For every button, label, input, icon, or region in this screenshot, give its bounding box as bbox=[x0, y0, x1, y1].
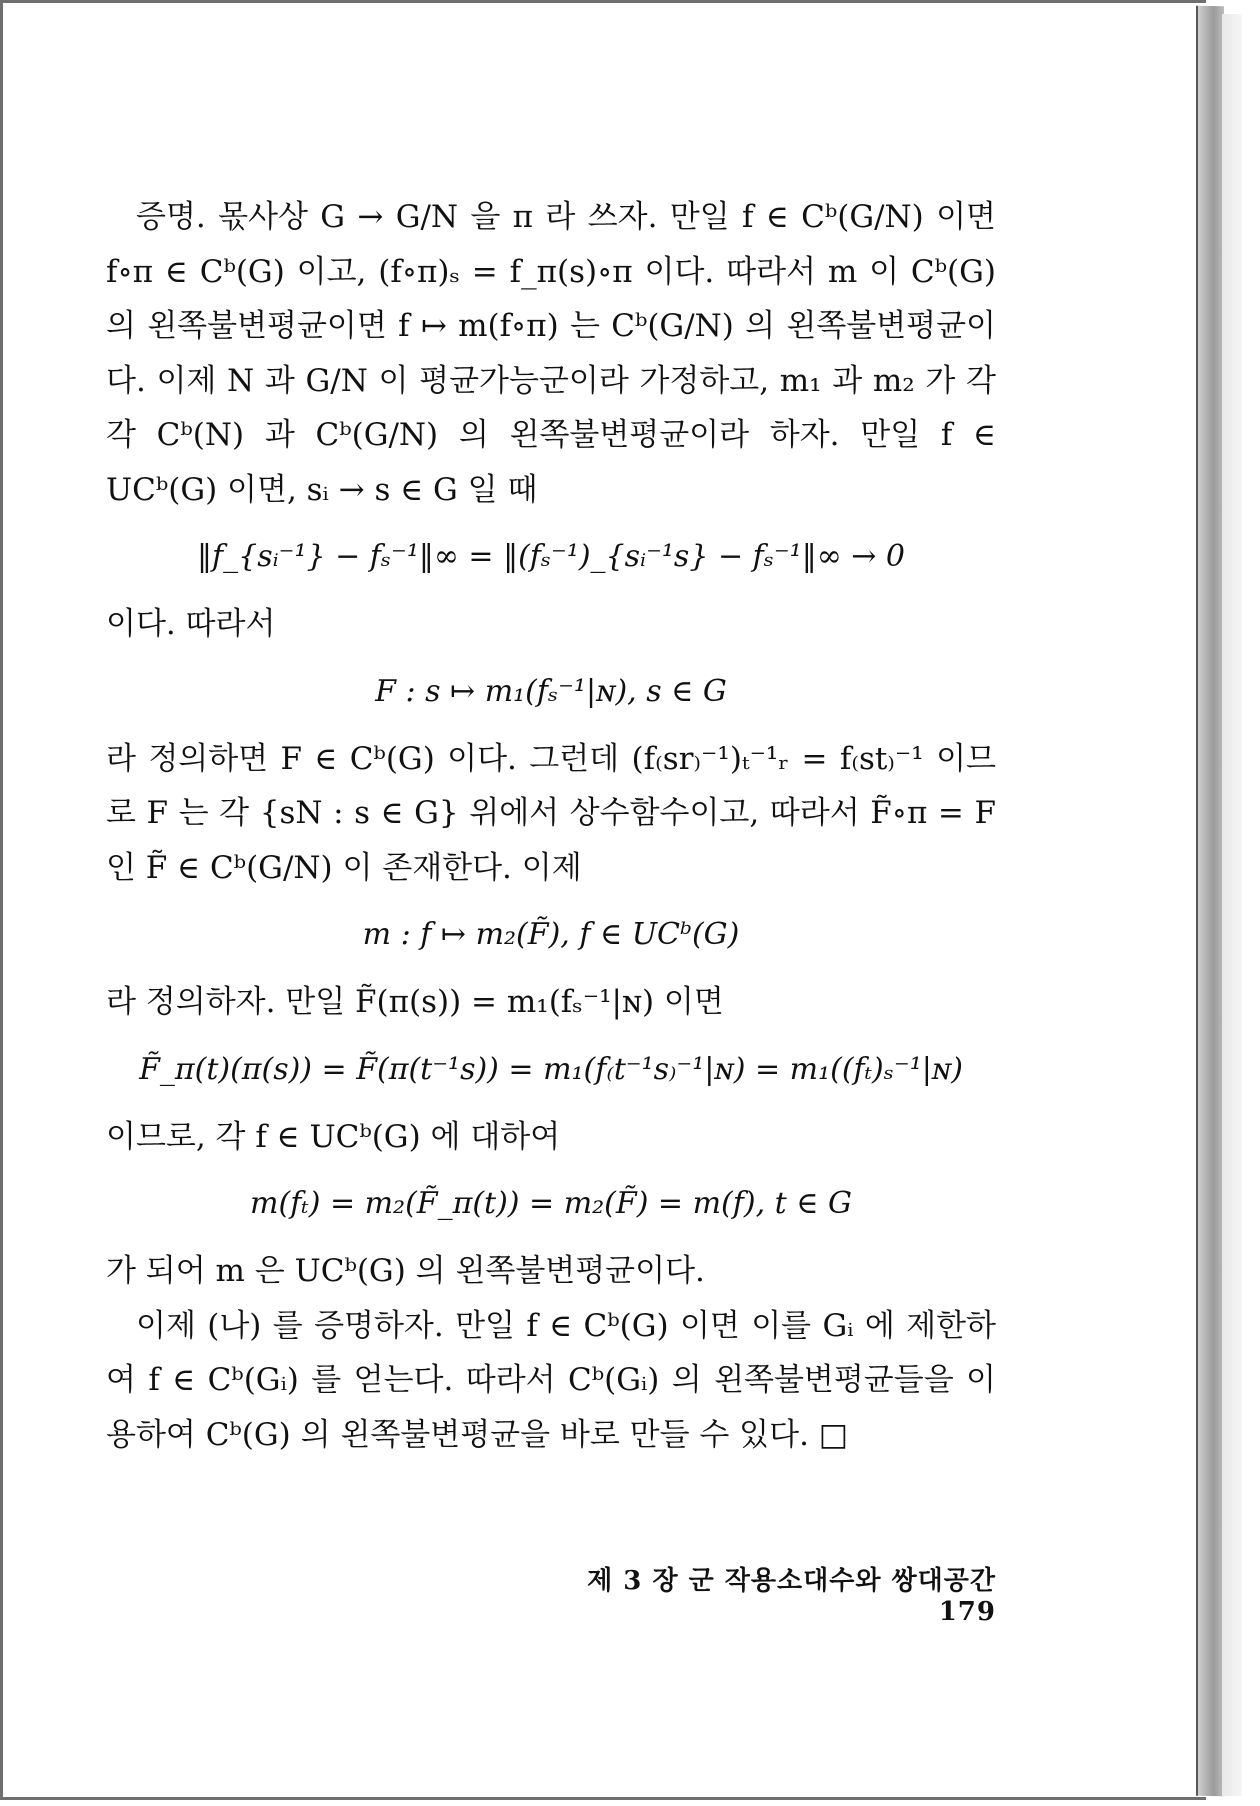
proof-paragraph-7 bbox=[106, 1299, 996, 1463]
page-edge-highlight bbox=[1222, 14, 1242, 1796]
proof-paragraph-3: 라 정의하면 F ∈ Cᵇ(G) 이다. 그런데 (f₍sr₎⁻¹)ₜ⁻¹ᵣ = f₍st₎⁻¹ 이므로 F 는 각 {sN : s ∈ G} 위에서 상수함수이고, 따라서 F̃∘π = F 인 F̃ ∈ Cᵇ(G/N) 이 존재한다. 이제 bbox=[106, 740, 996, 886]
equation-1: ‖f_{sᵢ⁻¹} − fₛ⁻¹‖∞ = ‖(fₛ⁻¹)_{sᵢ⁻¹s} − fₛ⁻¹‖∞ → 0 bbox=[197, 539, 905, 574]
qed-symbol: □ bbox=[818, 1416, 849, 1453]
equation-5: m(fₜ) = m₂(F̃_π(t)) = m₂(F̃) = m(f), t ∈ G bbox=[250, 1186, 852, 1221]
page-edge-shadow bbox=[1196, 6, 1224, 1797]
proof-paragraph-2: 이다. 따라서 bbox=[106, 606, 276, 642]
proof-paragraph-1: 증명. 몫사상 G → G/N 을 π 라 쓰자. 만일 f ∈ Cᵇ(G/N) 이면 f∘π ∈ Cᵇ(G) 이고, (f∘π)ₛ = f_π(s)∘π 이다. 따라서 m 이 Cᵇ(G) 의 왼쪽불변평균이면 f ↦ m(f∘π) 는 Cᵇ(G/N) 의 왼쪽불변평균이다. 이제 N 과 G/N 이 평균가능군이라 가정하고, m₁ 과 m₂ 가 각각 Cᵇ(N) 과 Cᵇ(G/N) 의 왼쪽불변평균이라 하자. 만일 f ∈ UCᵇ(G) 이면, sᵢ → s ∈ G 일 때 bbox=[106, 199, 996, 508]
page-footer: 제 3 장 군 작용소대수와 쌍대공간 179 bbox=[587, 1566, 996, 1627]
proof-paragraph-5: 이므로, 각 f ∈ UCᵇ(G) 에 대하여 bbox=[106, 1118, 561, 1155]
equation-2: F : s ↦ m₁(fₛ⁻¹|ɴ), s ∈ G bbox=[375, 673, 727, 709]
proof-paragraph-4: 라 정의하자. 만일 F̃(π(s)) = m₁(fₛ⁻¹|ɴ) 이면 bbox=[106, 984, 724, 1020]
proof-paragraph-6: 가 되어 m 은 UCᵇ(G) 의 왼쪽불변평균이다. bbox=[106, 1253, 705, 1289]
equation-4: F̃_π(t)(π(s)) = F̃(π(t⁻¹s)) = m₁(f₍t⁻¹s₎⁻¹|ɴ) = m₁((fₜ)ₛ⁻¹|ɴ) bbox=[139, 1051, 963, 1087]
page-body bbox=[106, 190, 996, 1462]
proof-paragraph-7-text: 이제 (나) 를 증명하자. 만일 f ∈ Cᵇ(G) 이면 이를 Gᵢ 에 제한하여 f ∈ Cᵇ(Gᵢ) 를 얻는다. 따라서 Cᵇ(Gᵢ) 의 왼쪽불변평균들을 이용하여 Cᵇ(G) 의 왼쪽불변평균을 바로 만들 수 있다. bbox=[106, 1307, 996, 1453]
equation-3: m : f ↦ m₂(F̃), f ∈ UCᵇ(G) bbox=[362, 917, 740, 952]
